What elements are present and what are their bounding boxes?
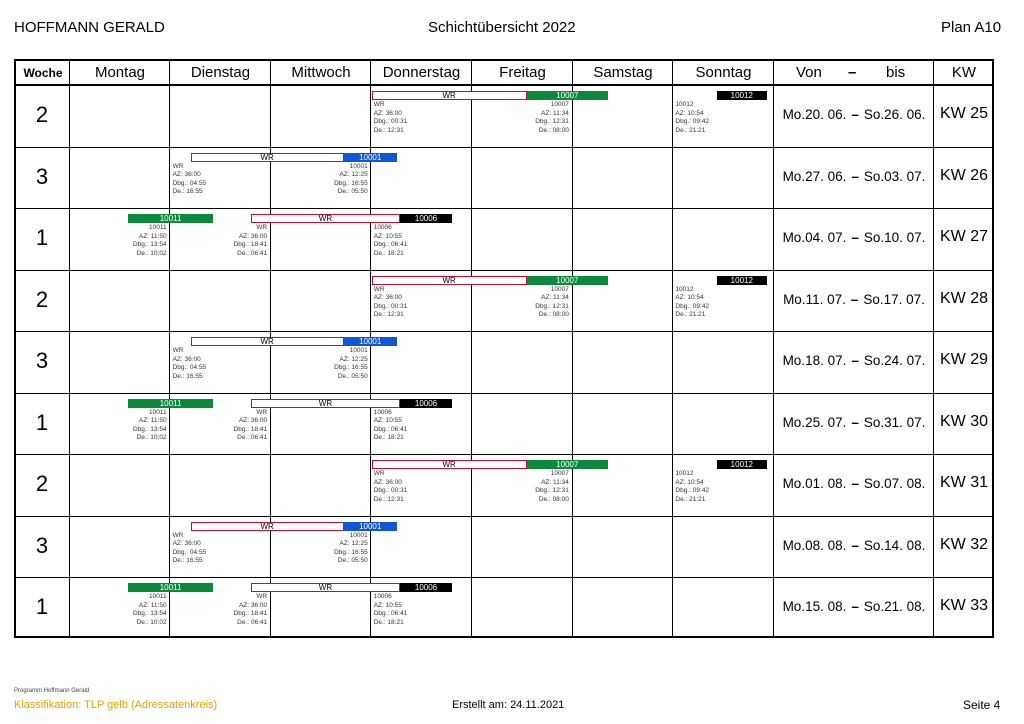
shift-detail-line: Dbg.: 13:54 xyxy=(132,425,167,433)
table-row xyxy=(16,147,992,209)
table-row xyxy=(16,85,992,147)
shift-table xyxy=(14,59,994,638)
column-header-day: Dienstag xyxy=(190,64,251,81)
date-to: So.31. 07. xyxy=(863,414,926,430)
calendar-week: KW 33 xyxy=(939,597,988,615)
date-dash: – xyxy=(851,414,859,430)
shift-details xyxy=(201,409,267,443)
column-header-day: Donnerstag xyxy=(382,64,461,81)
shift-detail-line: AZ: 36:00 xyxy=(172,355,201,363)
date-from: Mo.27. 06. xyxy=(782,168,847,184)
shift-detail-line: AZ: 11:34 xyxy=(541,294,569,302)
shift-detail-line: WR xyxy=(256,408,268,416)
shift-detail-line: 10012 xyxy=(675,470,694,478)
shift-detail-line: 10006 xyxy=(373,224,392,232)
shift-detail-line: AZ: 36:00 xyxy=(373,294,402,302)
shift-bar: 10006 xyxy=(400,214,452,223)
shift-detail-line: AZ: 36:00 xyxy=(238,417,268,425)
date-from: Mo.08. 08. xyxy=(782,537,847,553)
shift-detail-line: Dbg.: 00:31 xyxy=(373,487,408,495)
column-header-day: Samstag xyxy=(593,64,653,81)
date-range xyxy=(774,353,934,368)
shift-details xyxy=(374,224,408,258)
shift-detail-line: De.: 10:02 xyxy=(136,249,167,257)
shift-detail-line: AZ: 11:34 xyxy=(541,109,569,117)
date-to: So.03. 07. xyxy=(863,168,926,184)
shift-detail-line: 10011 xyxy=(148,408,167,416)
shift-bar: WR xyxy=(191,153,344,162)
shift-detail-line: Dbg.: 09:42 xyxy=(675,302,710,310)
shift-detail-line: 10007 xyxy=(550,470,569,478)
shift-details xyxy=(101,409,167,443)
shift-detail-line: De.: 16:55 xyxy=(172,188,203,196)
shift-details xyxy=(503,470,569,504)
shift-details xyxy=(173,347,207,381)
week-number: 3 xyxy=(35,348,49,374)
shift-bar: WR xyxy=(191,522,344,531)
plan-label: Plan A10 xyxy=(941,19,1002,36)
shift-detail-line: WR xyxy=(172,531,184,539)
shift-detail-line: Dbg.: 16:55 xyxy=(334,364,368,372)
shift-details xyxy=(173,532,207,566)
date-to: So.07. 08. xyxy=(863,476,926,492)
shift-detail-line: De.: 08:00 xyxy=(538,495,569,503)
shift-detail-line: WR xyxy=(373,101,385,108)
shift-detail-line: AZ: 10:55 xyxy=(373,417,402,425)
shift-details xyxy=(302,347,368,381)
week-number: 2 xyxy=(35,471,49,497)
calendar-week: KW 26 xyxy=(939,166,988,184)
shift-detail-line: Dbg.: 13:54 xyxy=(132,241,167,249)
date-from: Mo.18. 07. xyxy=(782,353,847,369)
shift-bar: WR xyxy=(251,214,400,223)
shift-detail-line: De.: 12:31 xyxy=(373,495,404,503)
shift-detail-line: 10006 xyxy=(373,593,392,601)
shift-detail-line: AZ: 10:55 xyxy=(373,601,402,609)
column-header-day: Freitag xyxy=(499,64,546,81)
shift-bar: 10006 xyxy=(400,583,452,592)
header-bis: bis xyxy=(886,64,906,81)
shift-detail-line: AZ: 36:00 xyxy=(172,171,201,179)
shift-details xyxy=(374,470,408,504)
shift-detail-line: Dbg.: 09:42 xyxy=(675,487,710,495)
date-dash: – xyxy=(851,476,859,492)
shift-bar: 10007 xyxy=(527,276,608,285)
shift-detail-line: Dbg.: 12:31 xyxy=(535,487,569,495)
column-header-woche: Woche xyxy=(23,66,63,80)
shift-detail-line: AZ: 11:50 xyxy=(138,417,167,425)
shift-detail-line: 10011 xyxy=(148,593,167,601)
shift-detail-line: AZ: 36:00 xyxy=(373,109,402,117)
footer-program: Programm Hoffmann Gerald xyxy=(14,688,90,694)
calendar-week: KW 30 xyxy=(939,412,988,430)
calendar-week: KW 31 xyxy=(939,474,988,492)
shift-detail-line: Dbg.: 18:41 xyxy=(233,241,268,249)
shift-detail-line: De.: 05:50 xyxy=(337,188,368,196)
shift-detail-line: De.: 18:21 xyxy=(373,618,404,626)
shift-detail-line: Dbg.: 06:41 xyxy=(373,425,408,433)
shift-detail-line: Dbg.: 16:55 xyxy=(334,179,368,187)
column-header-von-bis xyxy=(774,61,934,85)
footer-classification: Klassifikation: TLP gelb (Adressatenkreis) xyxy=(14,699,218,711)
date-from: Mo.15. 08. xyxy=(782,599,847,615)
shift-detail-line: WR xyxy=(256,224,268,232)
shift-detail-line: De.: 16:55 xyxy=(172,557,203,565)
shift-detail-line: Dbg.: 13:54 xyxy=(132,610,167,618)
shift-detail-line: Dbg.: 18:41 xyxy=(233,610,268,618)
shift-details xyxy=(503,286,569,320)
shift-detail-line: 10012 xyxy=(675,285,694,293)
date-dash: – xyxy=(851,107,859,122)
header-dash: – xyxy=(848,64,857,81)
shift-detail-line: AZ: 10:54 xyxy=(675,478,704,486)
shift-detail-line: AZ: 36:00 xyxy=(373,478,402,486)
week-number: 2 xyxy=(35,102,49,127)
shift-details xyxy=(302,163,368,197)
week-number: 3 xyxy=(35,163,49,189)
shift-details xyxy=(201,593,267,627)
shift-detail-line: 10001 xyxy=(349,531,368,539)
week-number: 2 xyxy=(35,286,49,312)
shift-detail-line: Dbg.: 04:55 xyxy=(172,364,207,372)
shift-detail-line: De.: 18:21 xyxy=(373,434,404,442)
shift-bar: 10001 xyxy=(344,337,397,346)
table-row xyxy=(16,577,992,639)
week-number: 3 xyxy=(35,532,49,558)
shift-detail-line: Dbg.: 09:42 xyxy=(675,118,710,125)
week-number: 1 xyxy=(35,594,49,620)
shift-detail-line: AZ: 11:50 xyxy=(138,232,167,240)
shift-bar: 10012 xyxy=(717,276,767,285)
shift-detail-line: AZ: 36:00 xyxy=(238,232,268,240)
column-header-day: Sonntag xyxy=(695,64,752,81)
shift-detail-line: De.: 06:41 xyxy=(237,249,268,257)
shift-detail-line: 10006 xyxy=(373,408,392,416)
employee-name: HOFFMANN GERALD xyxy=(14,19,165,36)
date-dash: – xyxy=(851,537,859,553)
shift-detail-line: De.: 08:00 xyxy=(538,311,569,319)
shift-detail-line: De.: 06:41 xyxy=(237,434,268,442)
shift-detail-line: De.: 08:00 xyxy=(538,126,569,134)
date-range xyxy=(774,538,934,553)
shift-detail-line: De.: 21:21 xyxy=(675,311,706,319)
date-range xyxy=(774,415,934,430)
page-title: Schichtübersicht 2022 xyxy=(428,19,576,36)
shift-detail-line: De.: 16:55 xyxy=(172,372,203,380)
shift-detail-line: Dbg.: 04:55 xyxy=(172,548,207,556)
shift-bar: WR xyxy=(191,337,344,346)
header-von: Von xyxy=(796,64,822,81)
date-dash: – xyxy=(851,353,859,369)
shift-detail-line: De.: 06:41 xyxy=(237,618,268,626)
date-range xyxy=(774,292,934,307)
date-range xyxy=(774,599,934,614)
table-row xyxy=(16,454,992,516)
column-header-kw: KW xyxy=(951,64,977,81)
shift-detail-line: WR xyxy=(172,347,184,355)
date-dash: – xyxy=(851,230,859,246)
column-header-day: Montag xyxy=(94,64,146,81)
shift-detail-line: AZ: 12:25 xyxy=(339,540,368,548)
table-row xyxy=(16,270,992,332)
shift-detail-line: AZ: 10:54 xyxy=(675,109,704,117)
week-number: 1 xyxy=(35,409,49,435)
shift-detail-line: De.: 18:21 xyxy=(373,249,404,257)
shift-detail-line: AZ: 36:00 xyxy=(172,540,201,548)
shift-details xyxy=(675,101,709,135)
date-from: Mo.04. 07. xyxy=(782,230,847,246)
shift-detail-line: AZ: 12:25 xyxy=(339,355,368,363)
shift-detail-line: De.: 05:50 xyxy=(337,372,368,380)
week-number: 1 xyxy=(35,225,49,251)
shift-detail-line: Dbg.: 00:31 xyxy=(373,302,408,310)
shift-detail-line: 10001 xyxy=(349,162,368,170)
table-row xyxy=(16,331,992,393)
shift-details xyxy=(302,532,368,566)
date-to: So.10. 07. xyxy=(863,230,926,246)
shift-detail-line: De.: 10:02 xyxy=(136,434,167,442)
shift-details xyxy=(173,163,207,197)
date-dash: – xyxy=(851,168,859,184)
date-dash: – xyxy=(851,599,859,615)
table-row xyxy=(16,516,992,578)
shift-detail-line: AZ: 12:25 xyxy=(339,171,368,179)
shift-details xyxy=(374,409,408,443)
shift-bar: 10001 xyxy=(344,153,397,162)
calendar-week: KW 32 xyxy=(939,535,988,553)
shift-bar: WR xyxy=(372,276,527,285)
shift-detail-line: WR xyxy=(172,162,184,170)
date-to: So.17. 07. xyxy=(863,291,925,307)
table-row xyxy=(16,393,992,455)
footer-page-number: Seite 4 xyxy=(963,698,1001,712)
shift-details xyxy=(374,286,408,320)
date-from: Mo.20. 06. xyxy=(782,107,847,122)
calendar-week: KW 29 xyxy=(939,351,988,369)
shift-bar: 10011 xyxy=(128,583,212,592)
shift-detail-line: 10007 xyxy=(550,285,569,293)
table-row xyxy=(16,208,992,270)
calendar-week: KW 25 xyxy=(939,105,988,122)
shift-bar: 10001 xyxy=(344,522,397,531)
shift-detail-line: De.: 12:31 xyxy=(373,126,404,134)
shift-detail-line: 10011 xyxy=(148,224,167,232)
shift-detail-line: AZ: 36:00 xyxy=(238,601,268,609)
shift-detail-line: Dbg.: 06:41 xyxy=(373,610,408,618)
date-from: Mo.01. 08. xyxy=(782,476,847,492)
shift-bar: 10011 xyxy=(128,399,212,408)
date-to: So.14. 08. xyxy=(863,537,926,553)
shift-bar: 10006 xyxy=(400,399,452,408)
shift-bar: WR xyxy=(372,460,527,469)
shift-detail-line: WR xyxy=(373,285,385,293)
shift-bar: 10007 xyxy=(527,91,608,100)
shift-bar: 10007 xyxy=(527,460,608,469)
shift-detail-line: 10007 xyxy=(550,101,569,108)
column-header-day: Mittwoch xyxy=(291,64,351,81)
shift-bar: WR xyxy=(251,583,400,592)
date-from: Mo.25. 07. xyxy=(782,414,847,430)
shift-bar: 10011 xyxy=(128,214,212,223)
shift-detail-line: 10001 xyxy=(349,347,368,355)
date-range xyxy=(774,107,934,122)
shift-detail-line: AZ: 11:34 xyxy=(541,478,569,486)
shift-detail-line: WR xyxy=(373,470,385,478)
shift-details xyxy=(201,224,267,258)
shift-details xyxy=(101,593,167,627)
calendar-week: KW 27 xyxy=(939,228,988,246)
shift-bar: WR xyxy=(251,399,400,408)
date-range xyxy=(774,169,934,184)
shift-detail-line: Dbg.: 12:31 xyxy=(535,118,569,125)
shift-detail-line: Dbg.: 04:55 xyxy=(172,179,207,187)
date-from: Mo.11. 07. xyxy=(783,291,846,307)
date-range xyxy=(774,230,934,245)
shift-details xyxy=(503,101,569,135)
shift-detail-line: 10012 xyxy=(675,101,694,108)
calendar-week: KW 28 xyxy=(939,289,988,307)
shift-detail-line: Dbg.: 16:55 xyxy=(334,548,368,556)
date-to: So.21. 08. xyxy=(863,599,926,615)
shift-bar: 10012 xyxy=(717,460,767,469)
shift-details xyxy=(101,224,167,258)
shift-bar: 10012 xyxy=(717,91,767,100)
shift-details xyxy=(675,286,709,320)
date-to: So.24. 07. xyxy=(863,353,926,369)
shift-details xyxy=(675,470,709,504)
footer-created-date: Erstellt am: 24.11.2021 xyxy=(452,699,565,711)
shift-details xyxy=(374,101,408,135)
shift-detail-line: WR xyxy=(256,593,268,601)
shift-bar: WR xyxy=(372,91,527,100)
shift-detail-line: Dbg.: 12:31 xyxy=(535,302,569,310)
shift-detail-line: AZ: 10:55 xyxy=(373,232,402,240)
shift-detail-line: Dbg.: 18:41 xyxy=(233,425,268,433)
shift-detail-line: Dbg.: 06:41 xyxy=(373,241,408,249)
date-dash: – xyxy=(850,291,859,307)
date-range xyxy=(774,476,934,491)
shift-detail-line: De.: 05:50 xyxy=(337,557,368,565)
shift-detail-line: AZ: 11:50 xyxy=(138,601,167,609)
date-to: So.26. 06. xyxy=(863,107,926,122)
shift-detail-line: De.: 10:02 xyxy=(136,618,167,626)
shift-detail-line: De.: 21:21 xyxy=(675,495,706,503)
shift-detail-line: De.: 12:31 xyxy=(373,311,404,319)
shift-detail-line: AZ: 10:54 xyxy=(675,294,704,302)
shift-details xyxy=(374,593,408,627)
shift-detail-line: Dbg.: 00:31 xyxy=(373,118,408,125)
shift-detail-line: De.: 21:21 xyxy=(675,126,706,134)
